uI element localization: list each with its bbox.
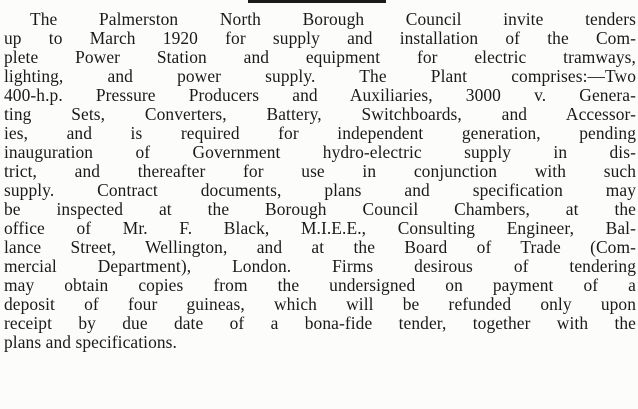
text-line: deposit of four guineas, which will be refunded only upon (4, 294, 636, 314)
text-line: inauguration of Government hydro-electric supply in dis- (4, 142, 636, 162)
text-line: plete Power Station and equipment for electric tramways, (4, 47, 636, 67)
text-line: supply. Contract documents, plans and specification may (4, 180, 636, 200)
text-line: up to March 1920 for supply and installation of the Com- (4, 28, 636, 48)
text-line: may obtain copies from the undersigned on payment of a (4, 275, 636, 295)
text-line: be inspected at the Borough Council Chambers, at the (4, 199, 636, 219)
text-line: trict, and thereafter for use in conjunction with such (4, 161, 636, 181)
headline-rule (248, 0, 386, 3)
text-line: The Palmerston North Borough Council invite tenders (30, 9, 636, 29)
text-line: receipt by due date of a bona-fide tender, together with the (4, 313, 636, 333)
text-line: lighting, and power supply. The Plant comprises:—Two (4, 66, 636, 86)
text-line: plans and specifications. (4, 332, 177, 352)
text-line: office of Mr. F. Black, M.I.E.E., Consulting Engineer, Bal- (4, 218, 636, 238)
advertisement-body (4, 10, 636, 352)
text-line: mercial Department), London. Firms desirous of tendering (4, 256, 636, 276)
text-line: lance Street, Wellington, and at the Board of Trade (Com- (4, 237, 636, 257)
text-line: ies, and is required for independent generation, pending (4, 123, 636, 143)
text-line: ting Sets, Converters, Battery, Switchboards, and Accessor- (4, 104, 636, 124)
text-line: 400-h.p. Pressure Producers and Auxiliaries, 3000 v. Genera- (4, 85, 636, 105)
